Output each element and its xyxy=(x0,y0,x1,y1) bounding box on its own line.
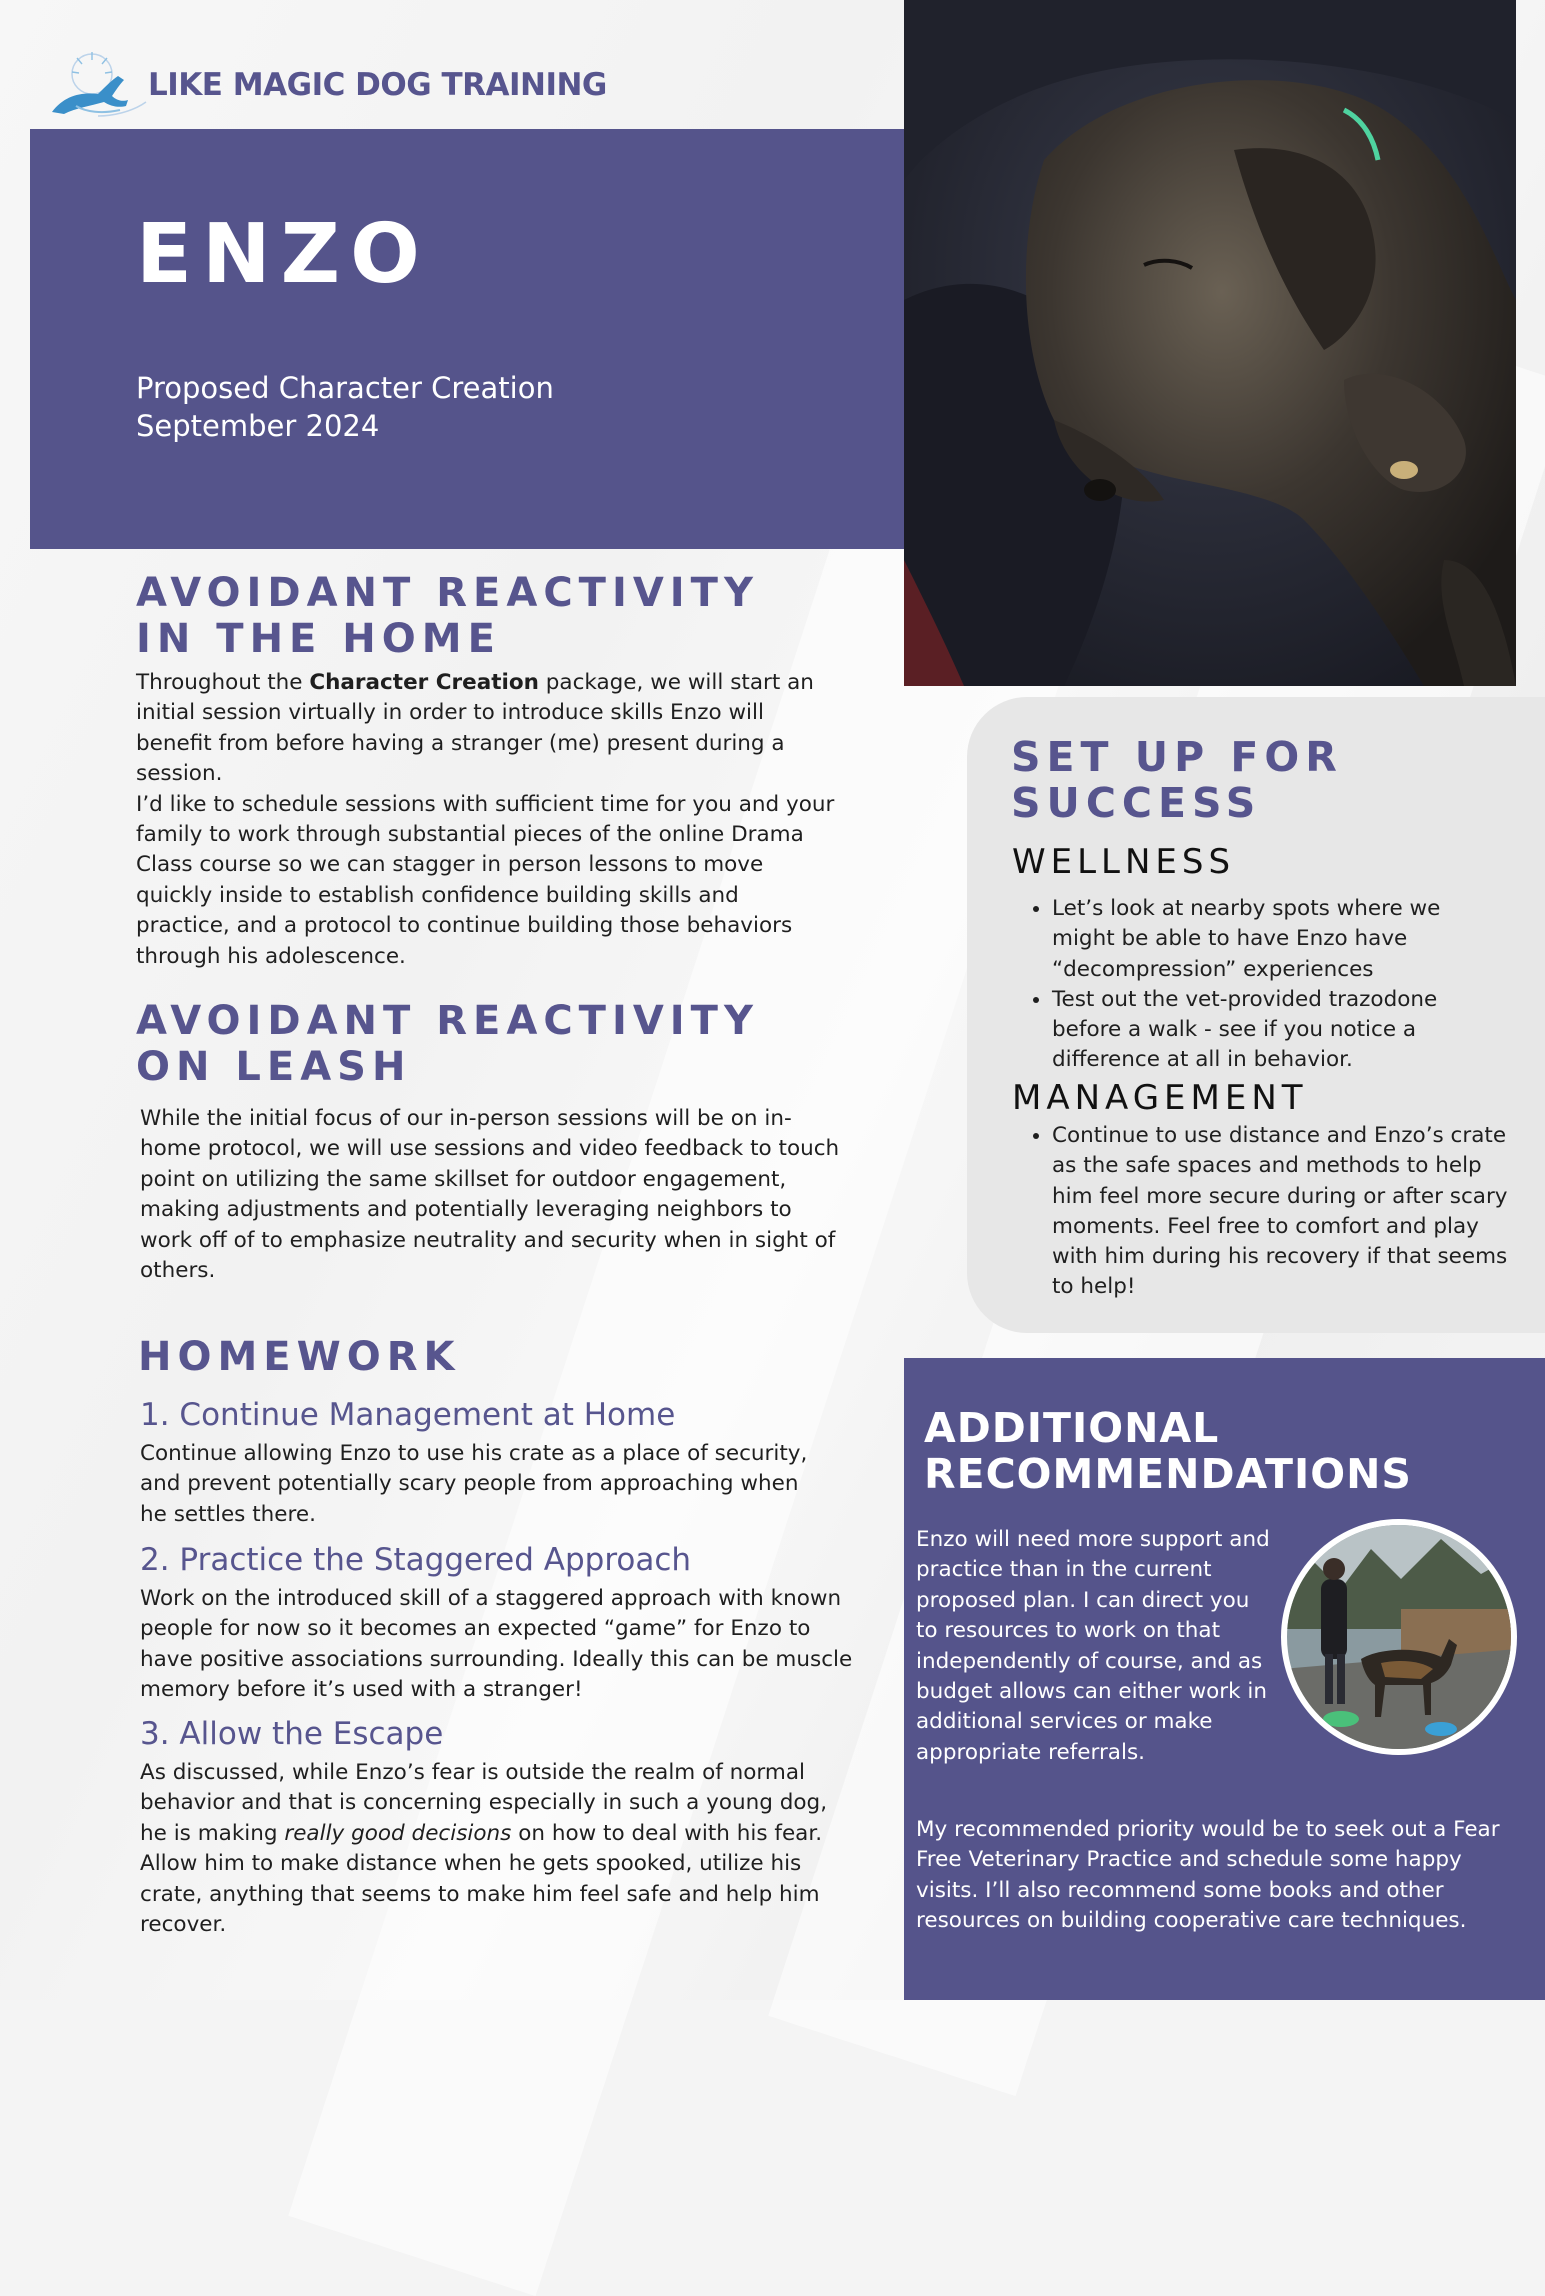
paragraph xyxy=(136,668,836,790)
recommendations-title-line: RECOMMENDATIONS xyxy=(924,1450,1412,1498)
management-title: MANAGEMENT xyxy=(1012,1078,1308,1118)
recommendations-title-line: ADDITIONAL xyxy=(924,1404,1220,1452)
list-item: • Continue to use distance and Enzo’s crate as the safe spaces and methods to help him feel more secure during or after scary moments. Feel free to comfort and play with him during his recovery if that seems to help! xyxy=(1052,1121,1512,1303)
plan-date: September 2024 xyxy=(136,409,380,443)
section-title-home xyxy=(136,570,759,662)
setup-title xyxy=(1011,734,1343,826)
paragraph: While the initial focus of our in-person sessions will be on in-home protocol, we will use sessions and video feedback to touch point on utilizing the same skillset for outdoor engagement, making adjustments and potentially leveraging neighbors to work off of to emphasize neutrality and security when in sight of others. xyxy=(140,1106,840,1284)
setup-title-line: SET UP FOR xyxy=(1011,733,1343,781)
section-body-home xyxy=(136,668,836,972)
section-title-line: IN THE HOME xyxy=(136,616,501,662)
hero-subtitle xyxy=(136,369,554,445)
trainer-with-dog-image xyxy=(1281,1519,1517,1755)
list-item: • Let’s look at nearby spots where we might be able to have Enzo have “decompression” experiences xyxy=(1052,894,1504,985)
management-list xyxy=(1012,1121,1512,1303)
paragraph: I’d like to schedule sessions with sufficient time for you and your family to work through substantial pieces of the online Drama Class course so we can stagger in person lessons to move quickly inside to establish confidence building skills and practice, and a protocol to continue building those behaviors through his adolescence. xyxy=(136,791,835,969)
paragraph xyxy=(140,1758,840,1940)
hero-banner xyxy=(30,129,904,549)
setup-title-line: SUCCESS xyxy=(1011,779,1262,827)
training-photo xyxy=(1281,1519,1517,1755)
emphasis: really good decisions xyxy=(284,1820,512,1846)
homework-item-2-text xyxy=(140,1584,860,1706)
homework-item-1-text xyxy=(140,1439,820,1530)
section-title-line: AVOIDANT REACTIVITY xyxy=(136,998,759,1044)
text-run: on how to deal with his fear. Allow him to make distance when he gets spooked, utilize his crate, anything that seems to make him feel safe and help him recover. xyxy=(140,1820,823,1938)
dog-name-title: ENZO xyxy=(136,207,430,302)
homework-item-2-title: 2. Practice the Staggered Approach xyxy=(140,1542,692,1578)
text-run: Throughout the xyxy=(136,670,310,695)
paragraph: Continue allowing Enzo to use his crate as a place of security, and prevent potentially scary people from approaching when he settles there. xyxy=(140,1441,808,1527)
plan-name: Proposed Character Creation xyxy=(136,371,554,405)
package-name: Character Creation xyxy=(309,670,539,695)
list-item: • Test out the vet-provided trazodone before a walk - see if you notice a difference at all in behavior. xyxy=(1052,985,1504,1076)
paragraph: Work on the introduced skill of a staggered approach with known people for now so it becomes an expected “game” for Enzo to have positive associations surrounding. Ideally this can be muscle memory before it’s used with a stranger! xyxy=(140,1586,853,1703)
wellness-title: WELLNESS xyxy=(1012,842,1236,882)
homework-title: HOMEWORK xyxy=(138,1334,461,1380)
homework-item-1-title: 1. Continue Management at Home xyxy=(140,1397,676,1433)
homework-item-3-title: 3. Allow the Escape xyxy=(140,1716,444,1752)
text-run: package, we will start an initial session virtually in order to introduce skills Enzo will benefit from before having a stranger (me) present during a session. xyxy=(136,670,814,787)
brand-name: LIKE MAGIC DOG TRAINING xyxy=(148,67,607,103)
section-title-line: ON LEASH xyxy=(136,1044,412,1090)
dog-photo xyxy=(904,0,1516,686)
text-run: As discussed, while Enzo’s fear is outside the realm of normal behavior and that is concerning especially in such a young dog, he is making xyxy=(140,1760,828,1846)
recommendations-title xyxy=(924,1405,1412,1497)
wellness-list xyxy=(1012,894,1504,1076)
section-title-leash xyxy=(136,998,759,1090)
leaping-dog-logo-icon xyxy=(46,50,148,120)
section-title-line: AVOIDANT REACTIVITY xyxy=(136,570,759,616)
sleeping-dog-image xyxy=(904,0,1516,686)
brand-logo xyxy=(46,50,607,120)
section-body-leash xyxy=(140,1104,840,1286)
recommendations-paragraph-2: My recommended priority would be to seek out a Fear Free Veterinary Practice and schedule some happy visits. I’ll also recommend some books and other resources on building cooperative care techniques. xyxy=(916,1817,1500,1934)
recommendations-paragraph-1: Enzo will need more support and practice than in the current proposed plan. I can direct you to resources to work on that independently of course, and as budget allows can either work in additional services or make appropriate referrals. xyxy=(916,1527,1270,1765)
homework-item-3-text xyxy=(140,1758,840,1940)
